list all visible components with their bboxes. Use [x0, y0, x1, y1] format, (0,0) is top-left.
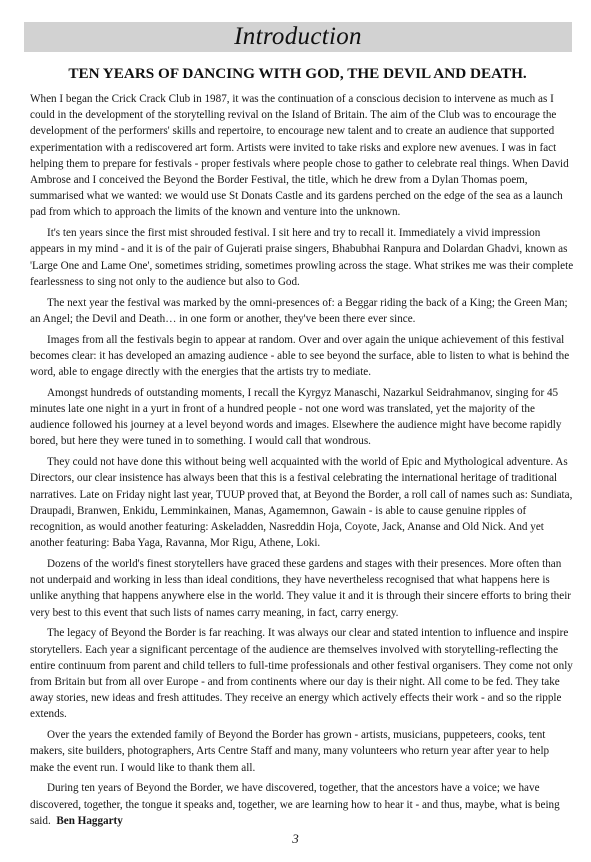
paragraph: It's ten years since the first mist shrouded festival. I sit here and try to recall it. Immediately a vivid impression appears in my mind - and it is of the pair of Gujerati praise singers, Bhabubhai Ranpura and Dolardan Ghadvi, known as 'Large One and Lame One', sometimes striding, sometimes prowling across the stage. What strikes me was their complete fearlessness to sing not only to the audience but also to God. [30, 227, 574, 288]
paragraph: Images from all the festivals begin to appear at random. Over and over again the unique achievement of this festival becomes clear: it has developed an amazing audience - able to see beyond the surface, able to listen to what is behind the word, able to engage directly with the energies that the artists try to mediate. [30, 333, 570, 379]
author-signature: Ben Haggarty [56, 814, 123, 827]
article-body [30, 91, 574, 834]
paragraph: Amongst hundreds of outstanding moments, I recall the Kyrgyz Manaschi, Nazarkul Seidrahmanov, singing for 45 minutes late one night in a yurt in front of a hundred people - not one word was translated, yet the majority of the audience followed his journey at a level beyond words and images. Elsewhere the audience might have become rapidly bored, but here they were tuned in to something. I would call that wondrous. [30, 386, 562, 448]
article-headline: TEN YEARS OF DANCING WITH GOD, THE DEVIL AND DEATH. [68, 65, 527, 82]
section-banner [24, 22, 572, 52]
paragraph: When I began the Crick Crack Club in 1987, it was the continuation of a conscious decision to intervene as much as I could in the development of the storytelling revival on the Island of Britain. The aim of the Club was to encourage the development of the performers' skills and repertoire, to encourage new talent and to create an audience that supported experimentation with a rediscovered art form. Artists were invited to take risks and explore new avenues. I was in fact helping them to prepare for festivals - proper festivals where people chose to gather to celebrate real things. When David Ambrose and I conceived the Beyond the Border Festival, the title, which he drew from a Dylan Thomas poem, summarised what we wanted: we would use St Donats Castle and its gardens perched on the edge of the sea as a launch pad from which to approach the limits of the known and venture into the unknown. [30, 93, 569, 219]
paragraph: Over the years the extended family of Beyond the Border has grown - artists, musicians, puppeteers, cooks, tent makers, site builders, photographers, Arts Centre Staff and many, many volunteers who return year after year to help make the event run. I would like to thank them all. [30, 729, 550, 774]
paragraph-text: During ten years of Beyond the Border, we have discovered, together, that the ancestors have a voice; we have discovered, together, the tongue it speaks and, together, we are learning how to hear it - and thus, maybe, what is being said. [30, 782, 560, 827]
paragraph: The next year the festival was marked by the omni-presences of: a Beggar riding the back of a King; the Green Man; an Angel; the Devil and Death… in one form or another, they've been there ever since. [30, 296, 568, 325]
page-number: 3 [292, 831, 299, 846]
closing-paragraph [30, 780, 574, 829]
paragraph: The legacy of Beyond the Border is far reaching. It was always our clear and stated intention to influence and inspire storytellers. Each year a significant percentage of the audience are themselves involved with storytelling-reflecting the entire continuum from parent and child tellers to full-time professionals and other festival organisers. They come not only from Britain but from all over Europe - and from continents where our day is their night. All come to be fed. They take away stories, new ideas and fresh attitudes. They receive an energy which actively effects their work - and so the ripple extends. [30, 627, 573, 721]
section-title: Introduction [234, 23, 362, 50]
paragraph: They could not have done this without being well acquainted with the world of Epic and Mythological adventure. As Directors, our clear insistence has always been that this is a festival celebrating the international heritage of traditional narratives. Late on Friday night last year, TUUP proved that, at Beyond the Border, a roll call of names such as: Sundiata, Draupadi, Branwen, Enkidu, Lemminkainen, Manas, Agamemnon, Gawain - is able to cause genuine ripples of recognition, as would another featuring: Askeladden, Nasreddin Hoja, Coyote, Jack, Ananse and Old Nick. And yet another featuring: Baba Yaga, Ravanna, Mor Rigu, Athene, Loki. [30, 456, 573, 550]
paragraph: Dozens of the world's finest storytellers have graced these gardens and stages with their presences. More often than not underpaid and working in less than ideal conditions, they have nevertheless recognised that what happens here is unlike anything that happens anywhere else in the world. They value it and it is through their sincere efforts to bring their very best to this event that such lists of names carry meaning, in fact, carry energy. [30, 558, 572, 619]
